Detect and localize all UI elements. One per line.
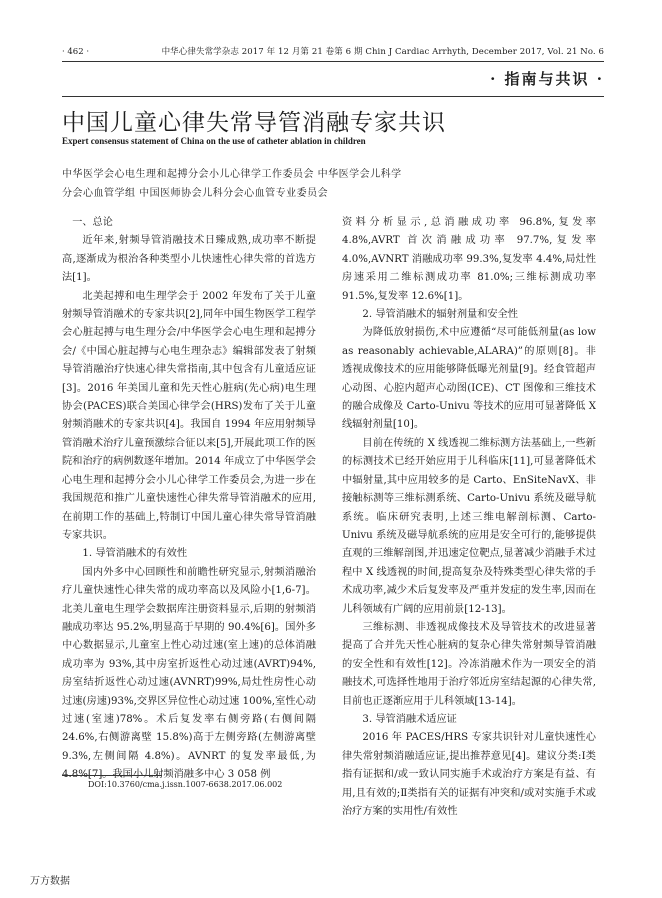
paragraph: 三维标测、非透视成像技术及导管技术的改进显著提高了合并先天性心脏病的复杂心律失常射频导管消融的安全性和有效性[12]。冷冻消融术作为一项安全的消融技术,可选择性地用于治疗邻近房室结起源的心律失常,目前也正逐渐应用于儿科领域[13-14]。 [342, 621, 596, 707]
right-column [342, 214, 596, 821]
section-tag: · 指南与共识 · [490, 70, 604, 88]
footnote-rule [62, 775, 162, 776]
paragraph: 资料分析显示,总消融成功率 96.8%,复发率 4.8%,AVRT 首次消融成功率 97.7%,复发率 4.0%,AVNRT 消融成功率 99.3%,复发率 4.4%,局灶性房速采用二维标测成功率 81.0%;三维标测成功率 91.5%,复发率 12.6%[1]。 [342, 217, 596, 302]
article-subtitle: Expert consensus statement of China on the use of catheter ablation in children [62, 136, 366, 146]
authors-line-2: 分会心血管学组 中国医师协会儿科分会心血管专业委员会 [62, 188, 329, 199]
paragraph: 目前在传统的 X 线透视二维标测方法基础上,一些新的标测技术已经开始应用于儿科临床[11],可显著降低术中辐射量,其中应用较多的是 Carto、EnSiteNavX、非接触标测等三维标测系统、Carto-Univu 系统及磁导航系统。临床研究表明,上述三维电解剖标测、Carto-Univu 系统及磁导航系统的应用是安全可行的,能够提供直观的三维解剖图,并迅速定位靶点,显著减少消融手术过程中 X 线透视的时间,提高复杂及特殊类型心律失常的手术成功率,减少术后复发率及严重并发症的发生率,因而在儿科领域有广阔的应用前景[12-13]。 [342, 437, 596, 615]
subsection-heading: 1. 导管消融术的有效性 [82, 548, 188, 560]
watermark-text: 万方数据 [30, 876, 70, 887]
running-header [62, 44, 604, 60]
doi-footnote: DOI:10.3760/cma.j.issn.1007-6638.2017.06.002 [88, 780, 283, 789]
article-title: 中国儿童心律失常导管消融专家共识 [62, 110, 446, 136]
page-number: · 462 · [62, 47, 90, 57]
journal-citation: 中华心律失常学杂志 2017 年 12 月第 21 卷第 6 期 Chin J Cardiac Arrhyth, December 2017, Vol. 21 No. 6 [161, 47, 604, 57]
subsection-heading: 3. 导管消融术适应证 [362, 713, 457, 725]
author-affiliations [62, 165, 482, 203]
header-rule [62, 61, 604, 62]
section-heading: 一、总论 [72, 217, 113, 228]
paragraph: 北美起搏和电生理学会于 2002 年发布了关于儿童射频导管消融术的专家共识[2],同年中国生物医学工程学会心脏起搏与电生理分会/中华医学会心电生理和起搏分会/《中国心脏起搏与心电生理杂志》编辑部发表了射频导管消融治疗快速心律失常指南,其中包含有儿童适应证[3]。2016 年美国儿童和先天性心脏病(先心病)电生理协会(PACES)联合美国心律学会(HRS)发布了关于儿童射频消融术的专家共识[4]。我国自 1994 年应用射频导管消融术治疗儿童预激综合征以来[5],开展此项工作的医院和治疗的病例数逐年增加。2014 年成立了中华医学会心电生理和起搏分会小儿心律学工作委员会,为进一步在我国规范和推广儿童快速性心律失常导管消融术的应用,在前期工作的基础上,特制订中国儿童心律失常导管消融专家共识。 [62, 290, 316, 541]
paragraph: 近年来,射频导管消融技术日臻成熟,成功率不断提高,逐渐成为根治各种类型小儿快速性心律失常的首选方法[1]。 [62, 235, 316, 284]
authors-line-1: 中华医学会心电生理和起搏分会小儿心律学工作委员会 中华医学会儿科学 [62, 169, 402, 180]
subsection-heading: 2. 导管消融术的辐射剂量和安全性 [362, 309, 518, 321]
paragraph: 为降低放射损伤,术中应遵循“尽可能低剂量(as low as reasonably achievable,ALARA)”的原则[8]。非透视成像技术的应用能够降低曝光剂量[9]。经食管超声心动图、心腔内超声心动图(ICE)、CT 图像和三维技术的融合成像及 Carto-Univu 等技术的应用可显著降低 X 线辐射剂量[10]。 [342, 327, 596, 431]
section-rule [62, 96, 604, 97]
paragraph: 2016 年 PACES/HRS 专家共识针对儿童快速性心律失常射频消融适应证,提出推荐意见[4]。建议分类:Ⅰ类指有证据和/或一致认同实施手术或治疗方案是有益、有用,且有效的;Ⅱ类指有关的证据有冲突和/或对实施手术或治疗方案的实用性/有效性 [342, 732, 596, 817]
left-column [62, 214, 316, 785]
paragraph: 国内外多中心回顾性和前瞻性研究显示,射频消融治疗儿童快速性心律失常的成功率高以及风险小[1,6-7]。北美儿童电生理学会数据库注册资料显示,后期的射频消融成功率达 95.2%,明显高于早期的 90.4%[6]。国外多中心数据显示,儿童室上性心动过速(室上速)的总体消融成功率为 93%,其中房室折返性心动过速(AVRT)94%,房室结折返性心动过速(AVNRT)99%,局灶性房性心动过速(房速)93%,交界区异位性心动过速 100%,室性心动过速(室速)78%。术后复发率右侧旁路(右侧间隔 24.6%,右侧游离壁 15.8%)高于左侧旁路(左侧游离壁 9.3%,左侧间隔 4.8%)。AVNRT 的复发率最低,为 4.8%[7]。我国小儿射频消融多中心 3 058 例 [62, 566, 316, 781]
